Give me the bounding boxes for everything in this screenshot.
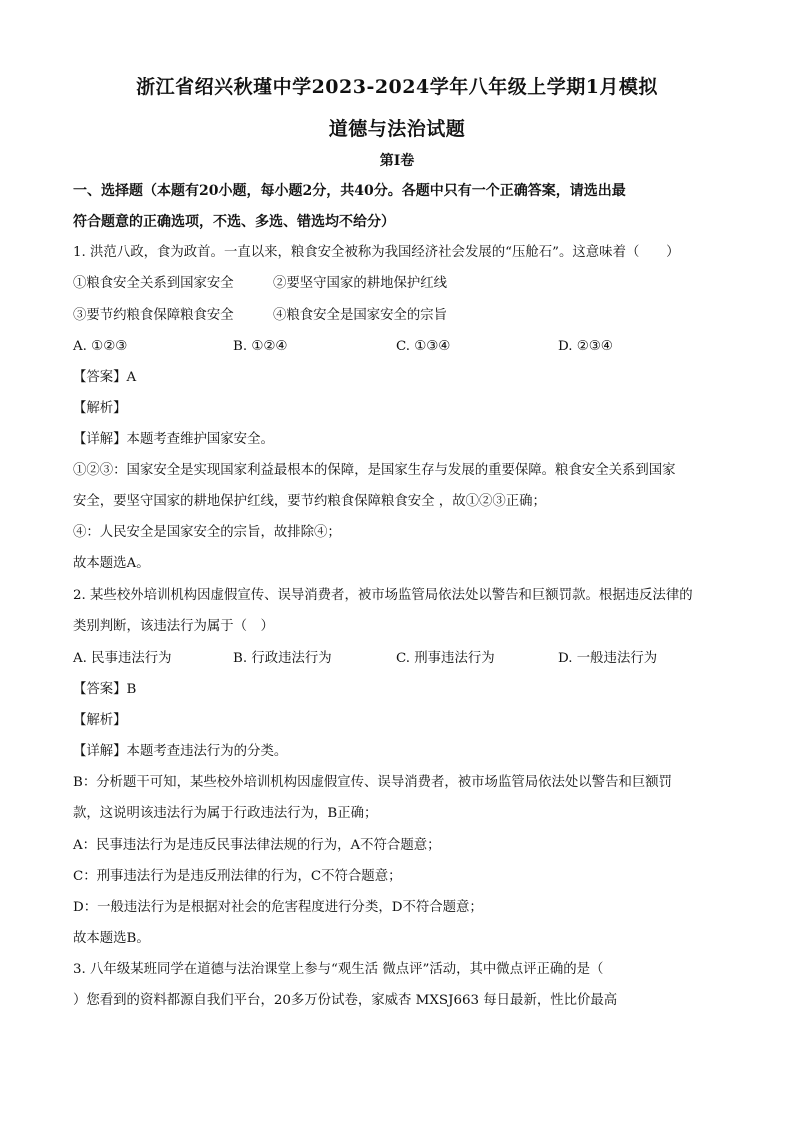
q2-option-c: C. 刑事违法行为 xyxy=(396,651,495,666)
q2-conclusion: 故本题选B。 xyxy=(73,931,150,946)
q2-explanation-1: B：分析题干可知，某些校外培训机构因虚假宣传、误导消费者，被市场监管局依法处以警告和巨额罚 xyxy=(73,775,673,790)
document-title: 浙江省绍兴秋瑾中学2023-2024学年八年级上学期1月模拟 xyxy=(136,76,658,98)
q1-analysis-label: 【解析】 xyxy=(73,401,127,416)
q2-explanation-5: D：一般违法行为是根据对社会的危害程度进行分类，D不符合题意； xyxy=(73,900,483,915)
q1-explanation-3: ④：人民安全是国家安全的宗旨，故排除④； xyxy=(73,525,341,540)
q2-answer: 【答案】B xyxy=(73,682,137,697)
q3-stem-line2: ）您看到的资料都源自我们平台，20多万份试卷，家威杏 MXSJ663 每日最新，性比价最高 xyxy=(73,993,618,1008)
volume-label: 第I卷 xyxy=(379,153,415,169)
q1-option-a: A. ①②③ xyxy=(73,339,128,354)
q1-option-b: B. ①②④ xyxy=(233,339,288,354)
q1-option-d: D. ②③④ xyxy=(558,339,613,354)
q2-explanation-4: C：刑事违法行为是违反刑法律的行为，C不符合题意； xyxy=(73,869,402,884)
q1-explanation-2: 安全，要坚守国家的耕地保护红线，要节约粮食保障粮食安全 ，故①②③正确； xyxy=(73,494,546,509)
q2-analysis-label: 【解析】 xyxy=(73,713,127,728)
q1-statement-4: ④粮食安全是国家安全的宗旨 xyxy=(273,308,448,323)
q2-explanation-2: 款，这说明该违法行为属于行政违法行为，B正确； xyxy=(73,806,378,821)
q2-option-b: B. 行政违法行为 xyxy=(233,651,332,666)
q2-option-a: A. 民事违法行为 xyxy=(73,651,172,666)
section-heading-line2: 符合题意的正确选项，不选、多选、错选均不给分） xyxy=(73,214,395,230)
q1-conclusion: 故本题选A。 xyxy=(73,556,150,571)
q2-stem-line2: 类别判断，该违法行为属于（ ） xyxy=(73,619,274,634)
q2-detail: 【详解】本题考查违法行为的分类。 xyxy=(73,744,288,759)
q1-statement-1: ①粮食安全关系到国家安全 xyxy=(73,276,234,291)
q1-answer: 【答案】A xyxy=(73,370,137,385)
q2-stem-line1: 2. 某些校外培训机构因虚假宣传、误导消费者，被市场监管局依法处以警告和巨额罚款。根据违反法律的 xyxy=(73,588,693,603)
q1-detail: 【详解】本题考查维护国家安全。 xyxy=(73,432,274,447)
q1-option-c: C. ①③④ xyxy=(396,339,451,354)
q3-stem-line1: 3. 八年级某班同学在道德与法治课堂上参与“观生活 微点评”活动，其中微点评正确的是（ xyxy=(73,962,604,977)
q1-explanation-1: ①②③：国家安全是实现国家利益最根本的保障，是国家生存与发展的重要保障。粮食安全关系到国家 xyxy=(73,463,676,478)
q1-statement-2: ②要坚守国家的耕地保护红线 xyxy=(273,276,448,291)
q1-stem: 1. 洪范八政，食为政首。一直以来，粮食安全被称为我国经济社会发展的“压舱石”。这意味着（ ） xyxy=(73,245,680,260)
section-heading-line1: 一、选择题（本题有20小题，每小题2分，共40分。各题中只有一个正确答案，请选出最 xyxy=(73,183,626,199)
q2-option-d: D. 一般违法行为 xyxy=(558,651,658,666)
document-subtitle: 道德与法治试题 xyxy=(328,118,466,140)
q1-statement-3: ③要节约粮食保障粮食安全 xyxy=(73,308,234,323)
q2-explanation-3: A：民事违法行为是违反民事法律法规的行为，A不符合题意； xyxy=(73,838,441,853)
